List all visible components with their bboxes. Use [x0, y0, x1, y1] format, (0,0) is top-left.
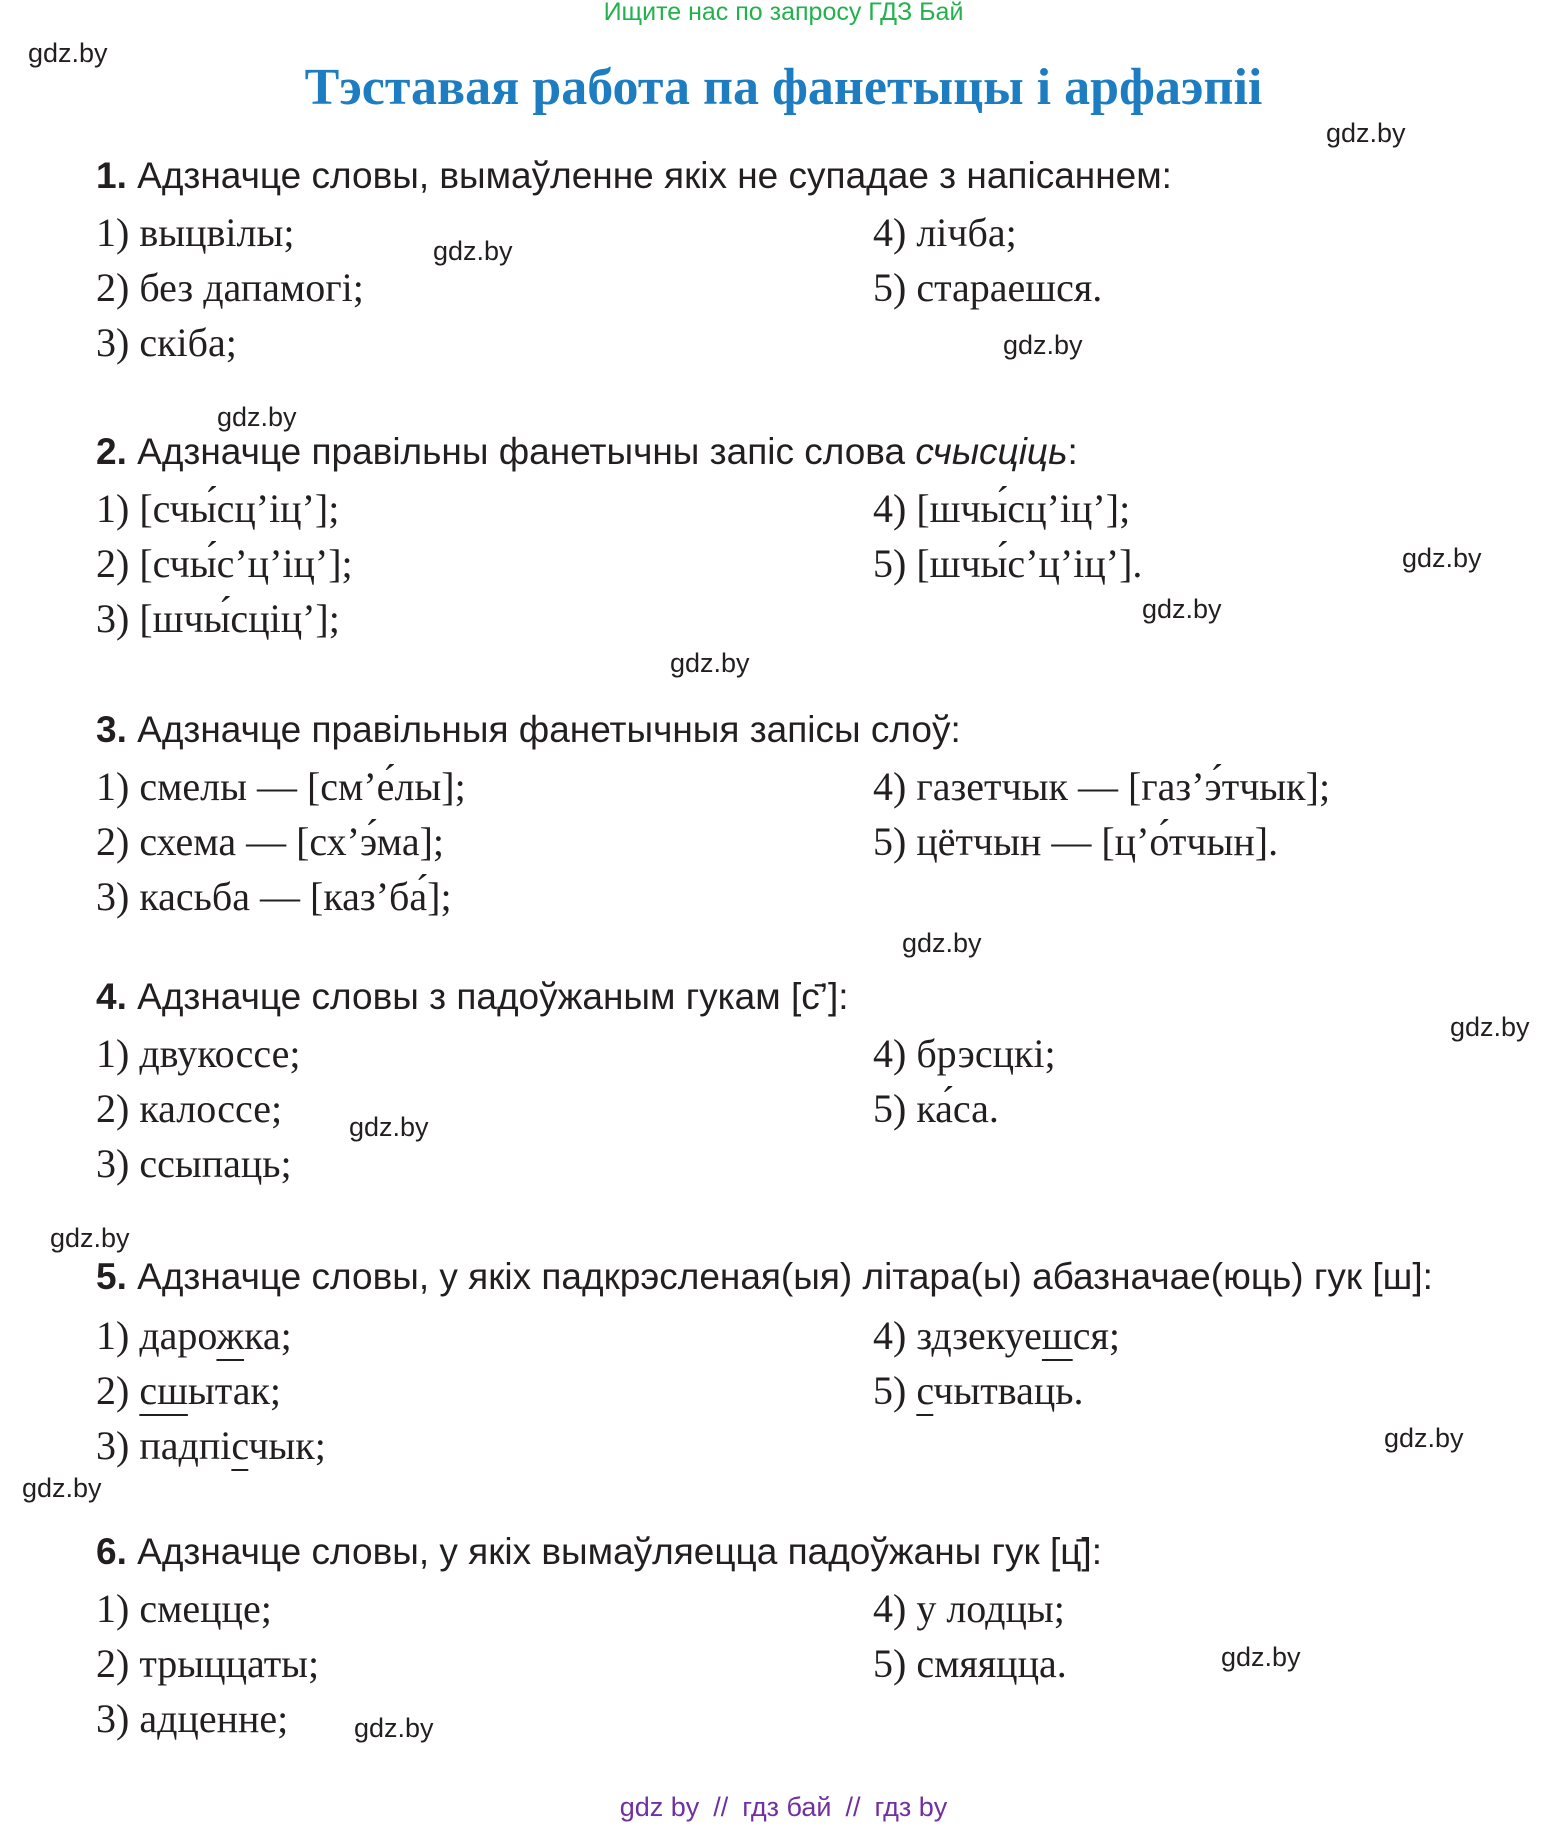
question-number: 6.	[96, 1531, 127, 1572]
watermark: gdz.by	[902, 928, 982, 958]
watermark: gdz.by	[22, 1473, 102, 1503]
option[interactable]: 2) без дапамогі;	[96, 265, 364, 310]
top-banner: Ищите нас по запросу ГДЗ Бай	[603, 0, 964, 26]
question-text: Адзначце словы з падоўжаным гукам [с̄’]:	[137, 976, 849, 1017]
option[interactable]: 1) смецце;	[96, 1586, 272, 1631]
page-title: Тэставая работа па фанетыцы і арфаэпіі	[304, 59, 1263, 116]
underlined-letters: с	[916, 1368, 934, 1413]
footer-link-gdz-bai[interactable]: гдз бай	[742, 1792, 832, 1822]
question-number: 1.	[96, 155, 127, 196]
option[interactable]: 1) двукоссе;	[96, 1031, 301, 1076]
option-text: 2)	[96, 1368, 140, 1413]
watermark: gdz.by	[354, 1713, 434, 1743]
question-4	[96, 976, 849, 1018]
watermark: gdz.by	[349, 1112, 429, 1142]
option[interactable]: 4) брэсцкі;	[873, 1031, 1056, 1076]
option[interactable]: 3) ссыпаць;	[96, 1141, 292, 1186]
option-text: чытваць.	[933, 1368, 1084, 1413]
question-text: Адзначце словы, у якіх вымаўляецца падоўжаны гук [ц̄]:	[137, 1531, 1102, 1572]
option-text: ка;	[244, 1313, 292, 1358]
option[interactable]	[873, 1312, 1120, 1359]
watermark: gdz.by	[1326, 118, 1406, 148]
underlined-letters: с	[231, 1423, 249, 1468]
option[interactable]: 3) адценне;	[96, 1696, 289, 1741]
question-text: Адзначце правільны фанетычны запіс слова	[137, 431, 916, 472]
option[interactable]	[96, 1422, 326, 1469]
option[interactable]: 2) [счы́с’ц’іц’];	[96, 541, 353, 586]
question-number: 2.	[96, 431, 127, 472]
option[interactable]: 1) [счы́сц’іц’];	[96, 486, 340, 531]
option[interactable]: 5) цётчын — [ц’о́тчын].	[873, 819, 1279, 864]
option[interactable]: 4) [шчы́сц’іц’];	[873, 486, 1131, 531]
question-text: Адзначце словы, у якіх падкрэсленая(ыя) літара(ы) абазначае(юць) гук [ш]:	[137, 1256, 1433, 1297]
question-number: 4.	[96, 976, 127, 1017]
option[interactable]	[873, 1367, 1084, 1414]
watermark: gdz.by	[1450, 1012, 1530, 1042]
question-3	[96, 709, 961, 751]
question-1	[96, 155, 1172, 197]
option-text: 1) даро	[96, 1313, 217, 1358]
question-2	[96, 431, 1078, 473]
watermark: gdz.by	[1142, 594, 1222, 624]
question-text: Адзначце правільныя фанетычныя запісы слоў:	[137, 709, 961, 750]
footer	[0, 1792, 1567, 1823]
option-text: чык;	[248, 1423, 326, 1468]
option-text: ытак;	[187, 1368, 282, 1413]
option[interactable]: 5) стараешся.	[873, 265, 1103, 310]
footer-link-gdz-by[interactable]: gdz by	[619, 1792, 700, 1822]
option[interactable]: 1) смелы — [см’е́лы];	[96, 764, 466, 809]
option-text: 4) здзекуе	[873, 1313, 1042, 1358]
option[interactable]	[96, 1367, 281, 1414]
option-text: 3) падпі	[96, 1423, 232, 1468]
option[interactable]	[96, 1312, 292, 1359]
option[interactable]: 3) касьба — [каз’ба́];	[96, 874, 452, 919]
option[interactable]: 4) газетчык — [газ’э́тчык];	[873, 764, 1331, 809]
option[interactable]: 5) ка́са.	[873, 1086, 999, 1131]
watermark: gdz.by	[28, 38, 108, 68]
option[interactable]: 5) [шчы́с’ц’іц’].	[873, 541, 1143, 586]
watermark: gdz.by	[1003, 330, 1083, 360]
option[interactable]: 4) у лодцы;	[873, 1586, 1065, 1631]
underlined-letters: сш	[139, 1368, 188, 1413]
option-text: ся;	[1072, 1313, 1120, 1358]
option[interactable]: 2) калоссе;	[96, 1086, 283, 1131]
watermark: gdz.by	[1402, 543, 1482, 573]
option[interactable]: 3) [шчы́сціц’];	[96, 596, 340, 641]
question-5	[96, 1256, 1433, 1298]
question-word: счысціць	[915, 431, 1068, 472]
watermark: gdz.by	[217, 402, 297, 432]
question-text: Адзначце словы, вымаўленне якіх не супадае з напісаннем:	[137, 155, 1172, 196]
footer-separator: //	[845, 1792, 861, 1822]
watermark: gdz.by	[1384, 1423, 1464, 1453]
underlined-letters: ж	[216, 1313, 245, 1358]
watermark: gdz.by	[433, 236, 513, 266]
option[interactable]: 2) схема — [сх’э́ма];	[96, 819, 445, 864]
underlined-letters: ш	[1041, 1313, 1073, 1358]
question-number: 5.	[96, 1256, 127, 1297]
option[interactable]: 1) выцвілы;	[96, 210, 295, 255]
option[interactable]: 3) скіба;	[96, 320, 237, 365]
footer-separator: //	[713, 1792, 729, 1822]
question-number: 3.	[96, 709, 127, 750]
watermark: gdz.by	[50, 1223, 130, 1253]
option[interactable]: 5) смяяцца.	[873, 1641, 1067, 1686]
question-6	[96, 1531, 1102, 1573]
option[interactable]: 2) трыццаты;	[96, 1641, 320, 1686]
watermark: gdz.by	[670, 648, 750, 678]
option-text: 5)	[873, 1368, 917, 1413]
footer-link-gdz-by-cyr[interactable]: гдз by	[874, 1792, 948, 1822]
option[interactable]: 4) лічба;	[873, 210, 1017, 255]
watermark: gdz.by	[1221, 1642, 1301, 1672]
question-text-end: :	[1067, 431, 1078, 472]
